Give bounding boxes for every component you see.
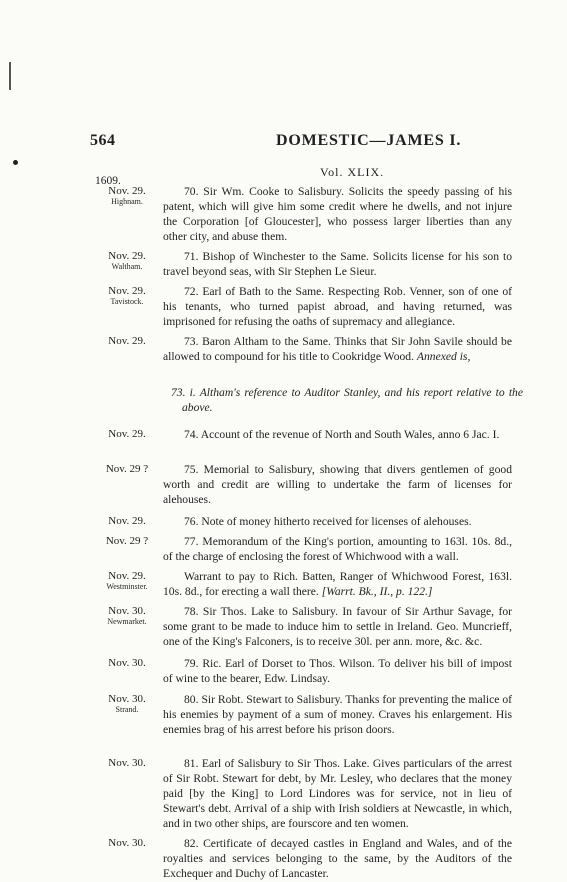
entry-reference: [Warrt. Bk., II., p. 122.] <box>321 584 433 598</box>
entry-text: 70. Sir Wm. Cooke to Salisbury. Solicits the speedy passing of his patent, which will give him some credit where he dwells, and not injure the Corporation [of Gloucester], who possess larger liberties than any other city, and abuse them. <box>163 185 512 243</box>
entry-date: Nov. 30. <box>108 657 146 669</box>
entry-annex-note: Annexed is, <box>416 349 471 363</box>
entry-date: Nov. 30. <box>108 837 146 849</box>
entry-place: Tavistock. <box>110 297 144 306</box>
volume-label: Vol. XLIX. <box>320 165 385 179</box>
page-number: 564 <box>90 132 116 149</box>
entry-date: Nov. 30. Strand. <box>100 693 154 715</box>
entry-date: Nov. 29. Tavistock. <box>100 285 154 307</box>
entry-date: Nov. 29. Highnam. <box>100 185 154 207</box>
entry-text: 76. Note of money hitherto received for licenses of alehouses. <box>184 515 472 528</box>
entry-place: Highnam. <box>111 197 143 206</box>
entry-text: 79. Ric. Earl of Dorset to Thos. Wilson. To deliver his bill of impost of wine to the bearer, Edw. Lindsay. <box>163 657 512 685</box>
entry-text: 73. i. Altham's reference to Auditor Stanley, and his report relative to the above. <box>171 386 523 414</box>
entry-place: Waltham. <box>111 262 143 271</box>
entry-date: Nov. 30. Newmarket. <box>100 605 154 627</box>
entry-date: Nov. 29. <box>108 515 146 527</box>
page-header <box>90 132 470 152</box>
entry-text: 71. Bishop of Winchester to the Same. Solicits license for his son to travel beyond seas, with Sir Stephen Le Sieur. <box>163 250 512 278</box>
page-title: DOMESTIC—JAMES I. <box>276 132 462 149</box>
entry-text: 82. Certificate of decayed castles in England and Wales, and of the royalties and services belonging to the same, by the Auditors of the Exchequer and Duchy of Lancaster. <box>163 837 512 880</box>
margin-dot <box>13 160 18 165</box>
year-label: 1609. <box>95 175 121 187</box>
entry-text: 78. Sir Thos. Lake to Salisbury. In favour of Sir Arthur Savage, for some grant to be made to induce him to settle in Ireland. Geo. Muncrieff, one of the King's Falconers, is to receive 30l. per ann. more, &c. &c. <box>163 605 512 648</box>
entry-place: Newmarket. <box>107 617 147 626</box>
entry-date: Nov. 29 ? <box>105 535 149 547</box>
entry-text: 73. Baron Altham to the Same. Thinks that Sir John Savile should be allowed to compound for his title to Cookridge Wood. Annexed is, <box>163 335 512 363</box>
entry-date: Nov. 30. <box>108 757 146 769</box>
entry-date: Nov. 29. Waltham. <box>100 250 154 272</box>
entry-date: Nov. 29. <box>108 335 146 347</box>
entry-place: Strand. <box>115 705 139 714</box>
entry-text: Warrant to pay to Rich. Batten, Ranger of Whichwood Forest, 163l. 10s. 8d., for erecting a wall there. [Warrt. Bk., II., p. 122.] <box>163 570 512 598</box>
entry-text: 77. Memorandum of the King's portion, amounting to 163l. 10s. 8d., of the charge of enclosing the forest of Whichwood with a wall. <box>163 535 512 563</box>
entry-text: 81. Earl of Salisbury to Sir Thos. Lake. Gives particulars of the arrest of Sir Robt. Stewart for debt, by Mr. Lesley, who declares that the money paid [by the King] to Lord Lindores was for service, not in lieu of Stewart's debt. Arrival of a ship with Irish soldiers at Newcastle, in which, and in two other ships, are fourscore and ten women. <box>163 757 512 830</box>
entry-text: 75. Memorial to Salisbury, showing that divers gentlemen of good worth and credit are willing to undertake the farm of licenses for alehouses. <box>163 463 512 506</box>
margin-mark <box>9 62 11 90</box>
entry-text: 74. Account of the revenue of North and South Wales, anno 6 Jac. I. <box>184 428 500 441</box>
entry-text: 72. Earl of Bath to the Same. Respecting Rob. Venner, son of one of his tenants, who turned papist abroad, and having returned, was imprisoned for refusing the oaths of supremacy and allegiance. <box>163 285 512 328</box>
entry-date: Nov. 29 ? <box>105 463 149 475</box>
entry-date: Nov. 29. Westminster. <box>100 570 154 592</box>
entry-text: 80. Sir Robt. Stewart to Salisbury. Thanks for preventing the malice of his enemies by payment of a sum of money. Craves his enlargement. His enemies brag of his arrest before his prison doors. <box>163 693 512 736</box>
entry-place: Westminster. <box>106 582 148 591</box>
entry-date: Nov. 29. <box>108 428 146 440</box>
